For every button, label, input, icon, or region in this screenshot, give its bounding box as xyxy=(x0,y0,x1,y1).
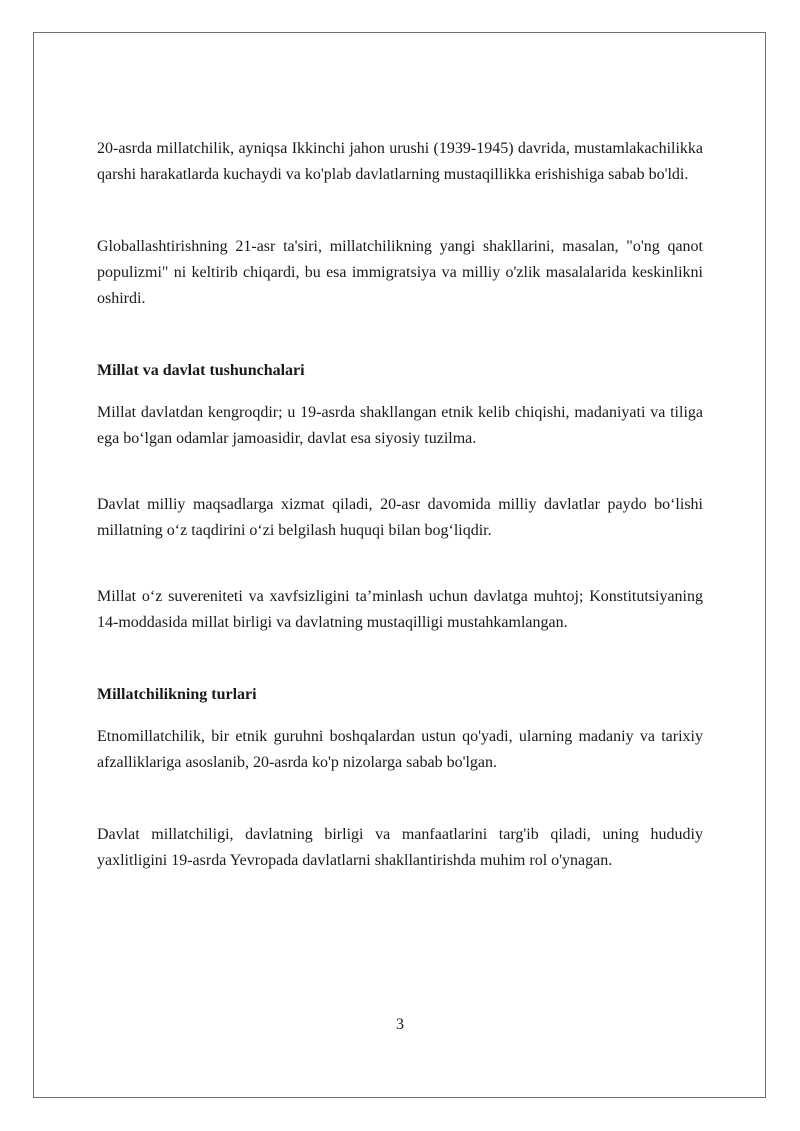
document-body xyxy=(97,136,703,874)
paragraph-globalization: Globallashtirishning 21-asr ta'siri, millatchilikning yangi shakllarini, masalan, "o'ng qanot populizmi" ni keltirib chiqardi, bu esa immigratsiya va milliy o'zlik masalalarida keskinlikni oshirdi. xyxy=(97,238,703,307)
section-heading-nationalism-types: Millatchilikning turlari xyxy=(97,686,257,703)
paragraph-sovereignty: Millat o‘z suvereniteti va xavfsizligini ta’minlash uchun davlatga muhtoj; Konstitutsiyaning 14-moddasida millat birligi va davlatning mustaqilligi mustahkamlangan. xyxy=(97,588,703,631)
paragraph-state-nationalism: Davlat millatchiligi, davlatning birligi va manfaatlarini targ'ib qiladi, uning hududiy yaxlitligini 19-asrda Yevropada davlatlarni shakllantirishda muhim rol o'ynagan. xyxy=(97,826,703,869)
section-heading-nation-state: Millat va davlat tushunchalari xyxy=(97,362,305,379)
paragraph-nation-definition: Millat davlatdan kengroqdir; u 19-asrda shakllangan etnik kelib chiqishi, madaniyati va tiliga ega bo‘lgan odamlar jamoasidir, davlat esa siyosiy tuzilma. xyxy=(97,404,703,447)
paragraph-ethnonationalism: Etnomillatchilik, bir etnik guruhni boshqalardan ustun qo'yadi, ularning madaniy va tarixiy afzalliklariga asoslanib, 20-asrda ko'p nizolarga sabab bo'lgan. xyxy=(97,728,703,771)
paragraph-ww2-nationalism: 20-asrda millatchilik, ayniqsa Ikkinchi jahon urushi (1939-1945) davrida, mustamlakachilikka qarshi harakatlarda kuchaydi va ko'plab davlatlarning mustaqillikka erishishiga sabab bo'ldi. xyxy=(97,140,703,183)
paragraph-state-purpose: Davlat milliy maqsadlarga xizmat qiladi, 20-asr davomida milliy davlatlar paydo bo‘lishi millatning o‘z taqdirini o‘zi belgilash huquqi bilan bog‘liqdir. xyxy=(97,496,703,539)
page-number: 3 xyxy=(396,1016,404,1033)
